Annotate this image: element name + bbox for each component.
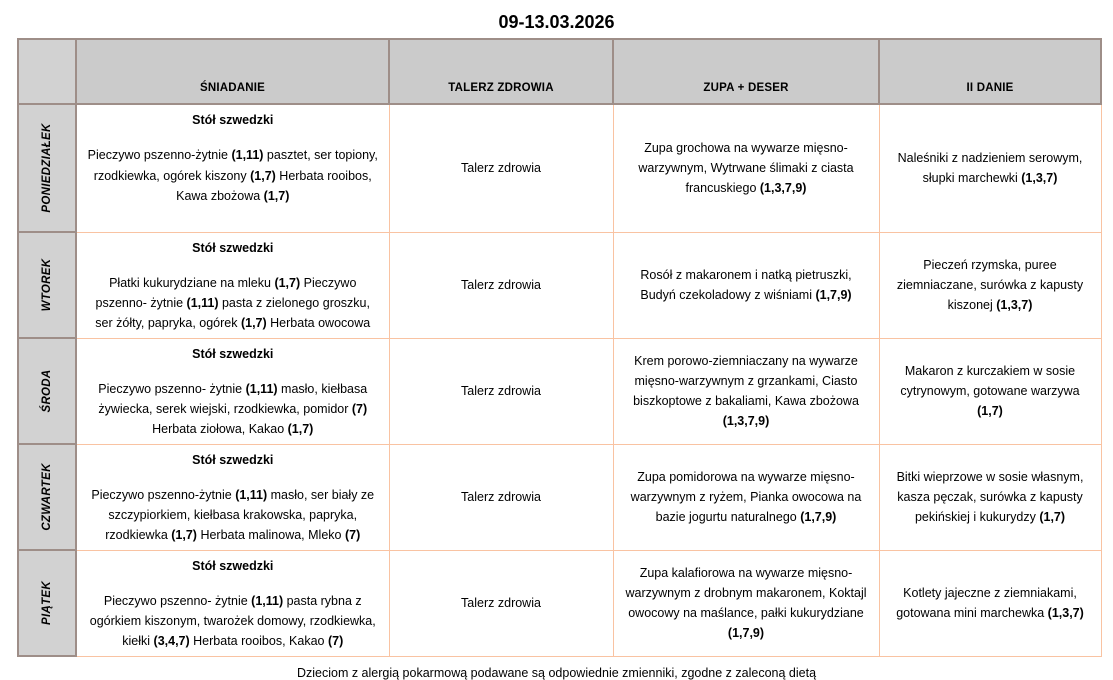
breakfast-cell xyxy=(76,232,389,338)
health-plate-text: Talerz zdrowia xyxy=(461,489,541,504)
main-course-text: Bitki wieprzowe w sosie własnym, kasza pęczak, surówka z kapusty pekińskiej i kukurydzy (1,7) xyxy=(896,469,1084,525)
health-plate-cell xyxy=(389,444,613,550)
soup-dessert-cell xyxy=(613,104,879,232)
health-plate-text: Talerz zdrowia xyxy=(461,277,541,292)
soup-dessert-cell xyxy=(613,232,879,338)
day-cell-wednesday xyxy=(18,338,76,444)
breakfast-text: Płatki kukurydziane na mleku (1,7) Pieczywo pszenno- żytnie (1,11) pasta z zielonego groszku, ser żółty, papryka, ogórek (1,7) Herbata owocowa xyxy=(95,275,371,331)
column-header-ii-danie: II DANIE xyxy=(879,39,1101,104)
breakfast-heading: Stół szwedzki xyxy=(192,558,274,573)
breakfast-text: Pieczywo pszenno-żytnie (1,11) masło, ser biały ze szczypiorkiem, kiełbasa krakowska, papryka, rzodkiewka (1,7) Herbata malinowa, Mleko (7) xyxy=(91,487,375,543)
main-course-text: Naleśniki z nadzieniem serowym, słupki marchewki (1,3,7) xyxy=(897,151,1083,186)
day-cell-tuesday xyxy=(18,232,76,338)
header-row xyxy=(18,39,1101,104)
soup-dessert-text: Zupa kalafiorowa na wywarze mięsno-warzywnym z drobnym makaronem, Koktajl owocowy na maślance, pałki kukurydziane (1,7,9) xyxy=(625,565,867,641)
health-plate-text: Talerz zdrowia xyxy=(461,595,541,610)
soup-dessert-cell xyxy=(613,550,879,656)
breakfast-text: Pieczywo pszenno- żytnie (1,11) pasta rybna z ogórkiem kiszonym, twarożek domowy, rzodkiewka, kiełki (3,4,7) Herbata rooibos, Kakao (7) xyxy=(89,593,376,649)
table-row-wednesday xyxy=(18,338,1101,444)
soup-dessert-text: Rosół z makaronem i natką pietruszki, Budyń czekoladowy z wiśniami (1,7,9) xyxy=(640,267,852,302)
breakfast-cell xyxy=(76,104,389,232)
breakfast-cell xyxy=(76,550,389,656)
day-cell-monday xyxy=(18,104,76,232)
main-course-text: Kotlety jajeczne z ziemniakami, gotowana mini marchewka (1,3,7) xyxy=(896,585,1084,620)
day-label: PIĄTEK xyxy=(41,581,53,625)
breakfast-heading: Stół szwedzki xyxy=(192,452,274,467)
menu-table xyxy=(17,38,1102,657)
soup-dessert-text: Zupa pomidorowa na wywarze mięsno-warzywnym z ryżem, Pianka owocowa na bazie jogurtu naturalnego (1,7,9) xyxy=(630,469,862,525)
breakfast-cell xyxy=(76,338,389,444)
main-course-cell xyxy=(879,444,1101,550)
column-header-zupa-deser: ZUPA + DESER xyxy=(613,39,879,104)
breakfast-text: Pieczywo pszenno-żytnie (1,11) pasztet, ser topiony, rzodkiewka, ogórek kiszony (1,7) Herbata rooibos, Kawa zbożowa (1,7) xyxy=(87,148,378,203)
health-plate-cell xyxy=(389,232,613,338)
day-label: WTOREK xyxy=(41,258,53,312)
soup-dessert-text: Zupa grochowa na wywarze mięsno-warzywnym, Wytrwane ślimaki z ciasta francuskiego (1,3,7,9) xyxy=(638,140,854,196)
page-title: 09-13.03.2026 xyxy=(498,12,615,32)
health-plate-cell xyxy=(389,104,613,232)
health-plate-text: Talerz zdrowia xyxy=(461,383,541,398)
breakfast-heading: Stół szwedzki xyxy=(192,240,274,255)
soup-dessert-cell xyxy=(613,338,879,444)
soup-dessert-text: Krem porowo-ziemniaczany na wywarze mięsno-warzywnym z grzankami, Ciasto biszkoptowe z bakaliami, Kawa zbożowa (1,3,7,9) xyxy=(633,353,859,429)
main-course-cell xyxy=(879,104,1101,232)
breakfast-cell xyxy=(76,444,389,550)
day-cell-thursday xyxy=(18,444,76,550)
health-plate-cell xyxy=(389,338,613,444)
main-course-text: Makaron z kurczakiem w sosie cytrynowym, gotowane warzywa (1,7) xyxy=(900,363,1080,419)
corner-cell xyxy=(18,39,76,104)
day-cell-friday xyxy=(18,550,76,656)
footer-note: Dzieciom z alergią pokarmową podawane są odpowiednie zmienniki, zgodne z zaleconą dietą xyxy=(296,666,817,680)
health-plate-cell xyxy=(389,550,613,656)
table-row-thursday xyxy=(18,444,1101,550)
day-label: CZWARTEK xyxy=(41,463,53,531)
column-header-talerz-zdrowia: TALERZ ZDROWIA xyxy=(389,39,613,104)
table-row-friday xyxy=(18,550,1101,656)
day-label: ŚRODA xyxy=(41,369,53,413)
table-row-tuesday xyxy=(18,232,1101,338)
main-course-text: Pieczeń rzymska, puree ziemniaczane, surówka z kapusty kiszonej (1,3,7) xyxy=(896,257,1084,313)
breakfast-heading: Stół szwedzki xyxy=(192,113,274,127)
main-course-cell xyxy=(879,338,1101,444)
soup-dessert-cell xyxy=(613,444,879,550)
day-label: PONIEDZIAŁEK xyxy=(41,123,53,213)
breakfast-text: Pieczywo pszenno- żytnie (1,11) masło, kiełbasa żywiecka, serek wiejski, rzodkiewka, pomidor (7) Herbata ziołowa, Kakao (1,7) xyxy=(98,381,368,437)
table-row-monday xyxy=(18,104,1101,232)
main-course-cell xyxy=(879,232,1101,338)
breakfast-heading: Stół szwedzki xyxy=(192,346,274,361)
main-course-cell xyxy=(879,550,1101,656)
column-header-sniadanie: ŚNIADANIE xyxy=(76,39,389,104)
health-plate-text: Talerz zdrowia xyxy=(461,161,541,176)
